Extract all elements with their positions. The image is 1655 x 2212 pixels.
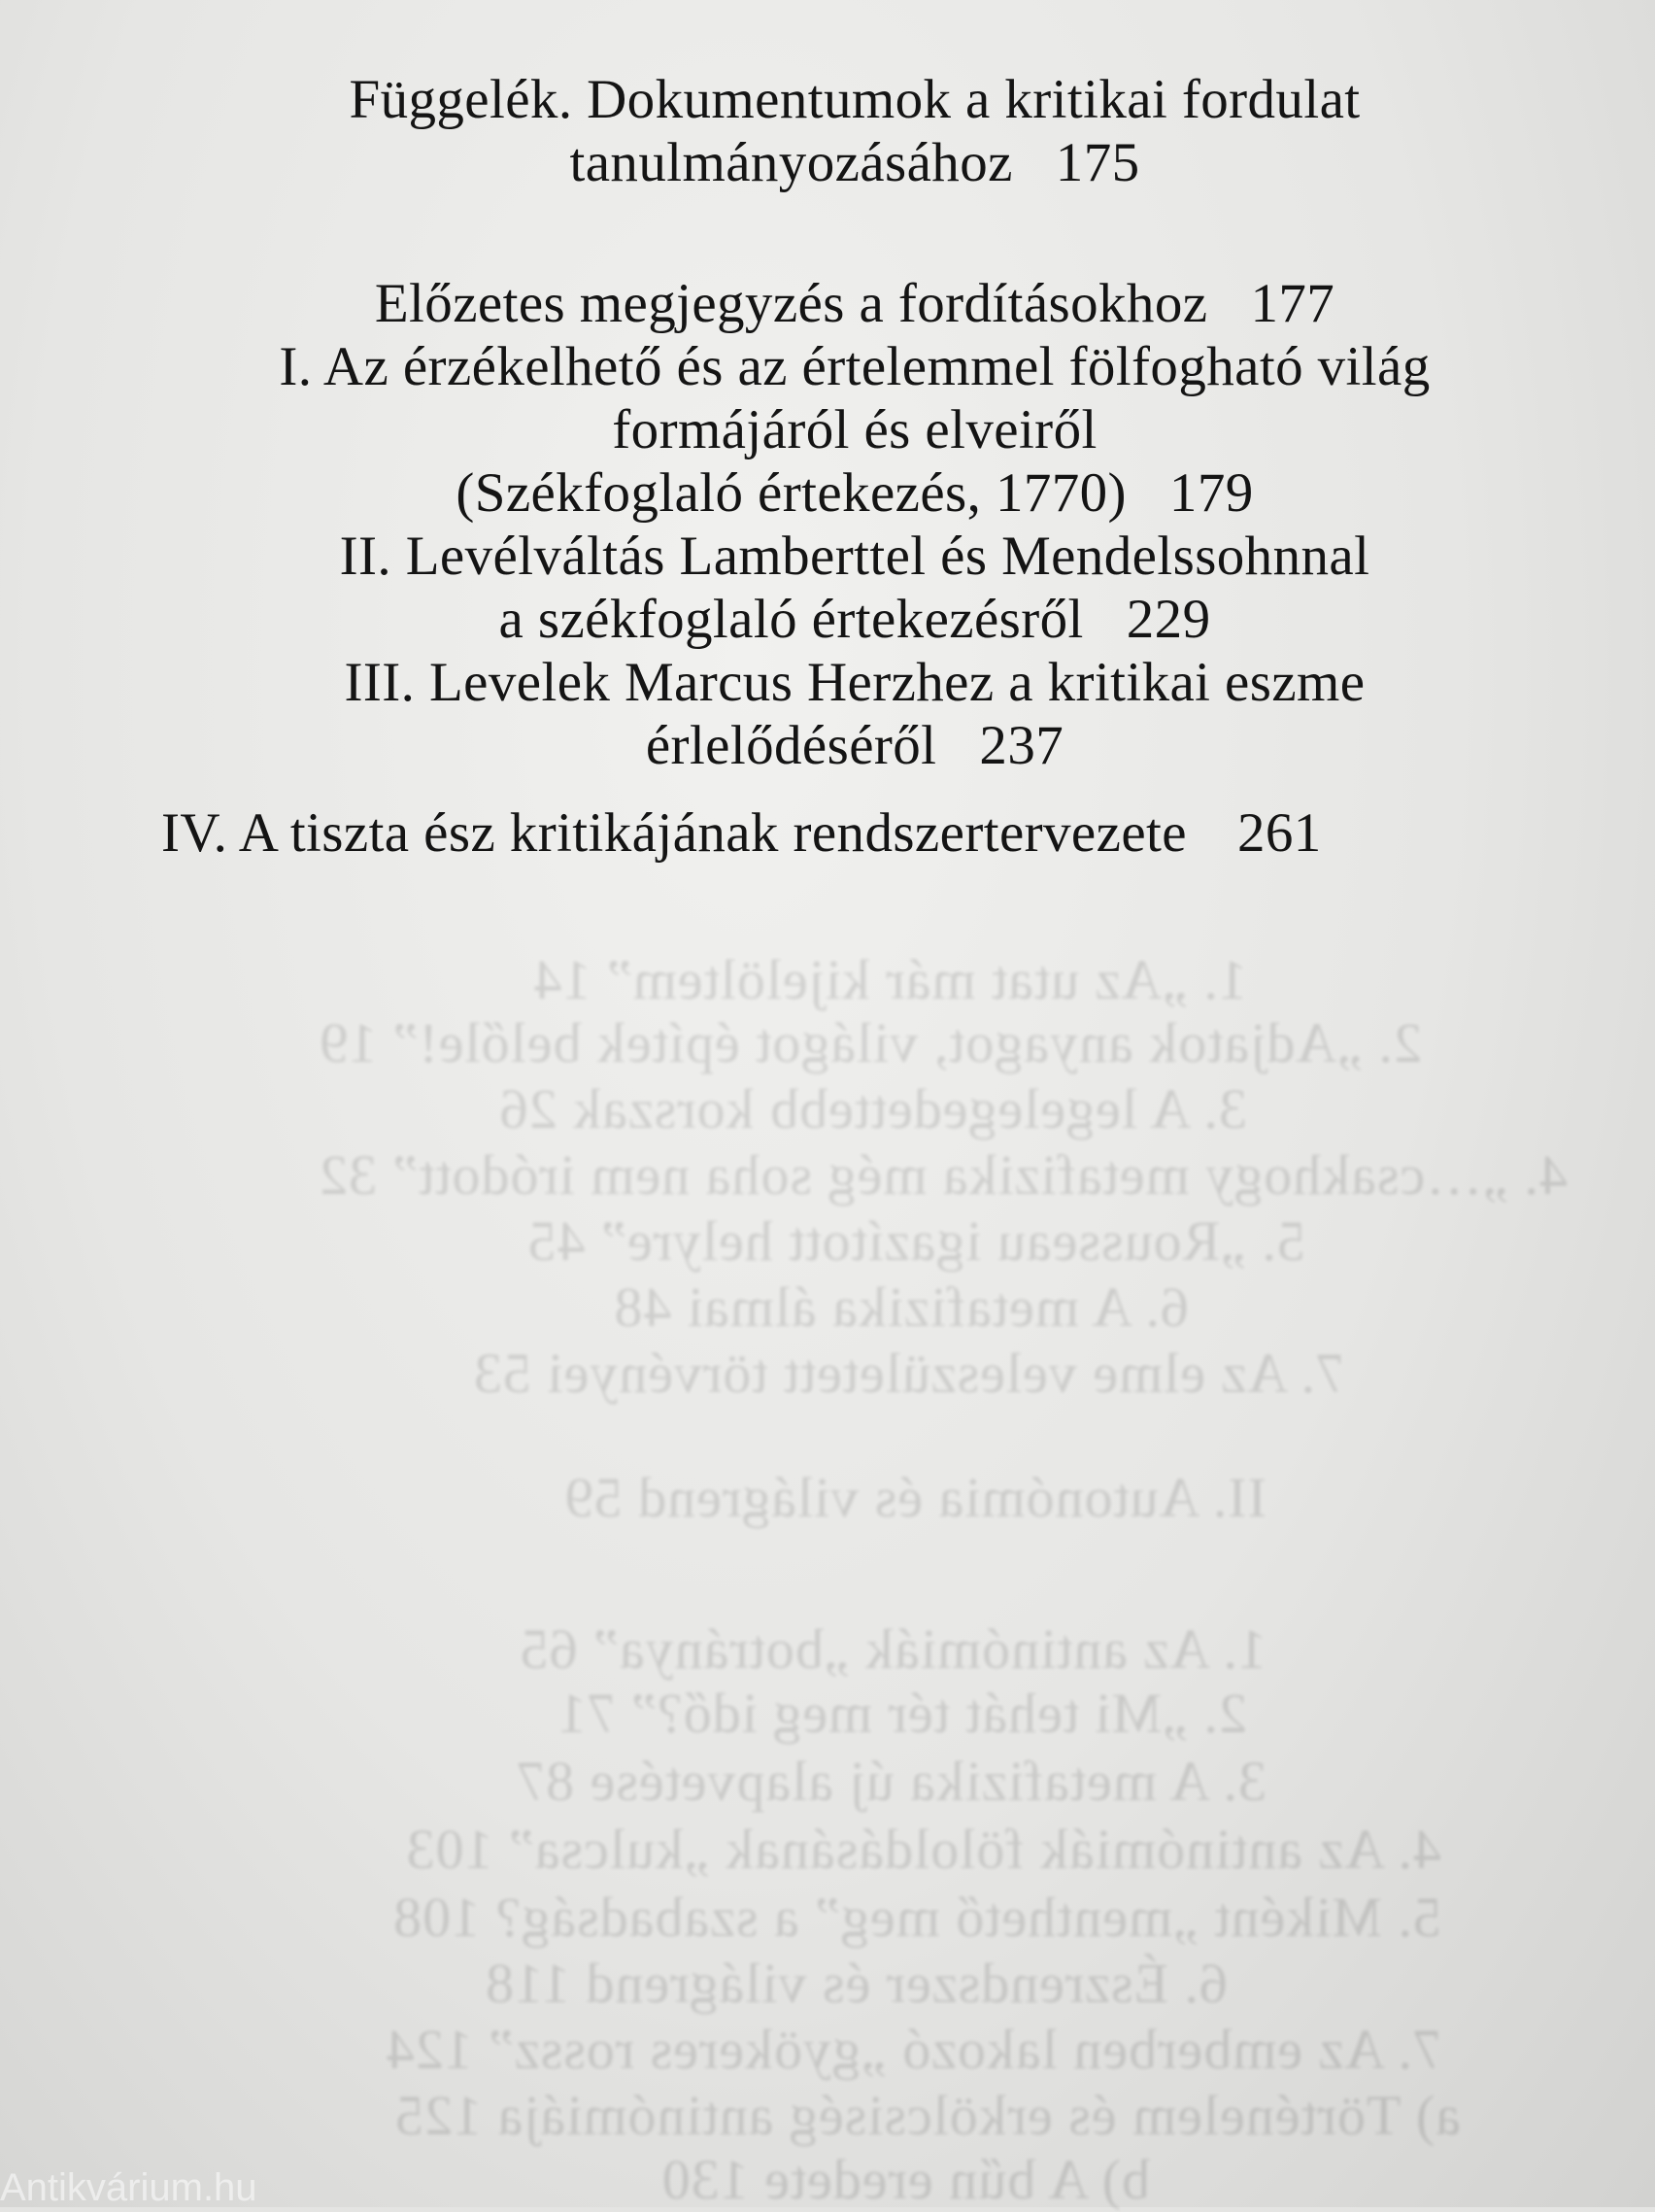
- appendix-title-line2-row: [146, 131, 1564, 194]
- show-through-line: b) A bűn eredete 130: [660, 2148, 1150, 2211]
- toc-entry-row: [146, 714, 1564, 777]
- appendix-title-line2: tanulmányozásához: [569, 132, 1013, 193]
- entry-text: (Székfoglaló értekezés, 1770): [456, 462, 1127, 524]
- toc-entry-4: [161, 801, 1322, 865]
- entry-text: IV. A tiszta ész kritikájának rendszertervezete: [161, 802, 1187, 864]
- entry-text: a székfoglaló értekezésről: [498, 589, 1084, 650]
- table-of-contents: [146, 68, 1564, 777]
- spacer: [146, 194, 1564, 272]
- show-through-line: 6. A metafizika álmai 48: [613, 1276, 1189, 1339]
- page-number: 237: [979, 715, 1064, 776]
- show-through-line: 7. Az elme veleszületett törvényei 53: [472, 1342, 1344, 1405]
- page-number: 261: [1236, 802, 1322, 864]
- toc-entry-row: [146, 461, 1564, 525]
- show-through-line: 6. Észrendszer és világrend 118: [485, 1952, 1228, 2015]
- show-through-line: 1. „Az utat már kijelöltem” 14: [532, 948, 1247, 1011]
- show-through-line: 1. Az antinómiák „botránya” 65: [519, 1617, 1267, 1681]
- show-through-line: 2. „Mi tehát tér meg idő?” 71: [557, 1682, 1247, 1745]
- toc-entry-2: [146, 525, 1564, 651]
- page-number: 229: [1126, 589, 1211, 650]
- page-number: 177: [1250, 273, 1335, 334]
- show-through-line: 4. „…csakhogy metafizika még soha nem iródott” 32: [319, 1143, 1568, 1207]
- entry-text: I. Az érzékelhető és az értelemmel fölfogható világ: [279, 336, 1431, 397]
- entry-text: III. Levelek Marcus Herzhez a kritikai eszme: [344, 652, 1366, 713]
- show-through-line: a) Történelem és erkölcsiség antinómiája 125: [394, 2084, 1461, 2147]
- toc-entry-row: [146, 588, 1564, 651]
- entry-text: Előzetes megjegyzés a fordításokhoz: [374, 273, 1208, 334]
- appendix-heading: [146, 68, 1564, 194]
- toc-entry-1: [146, 335, 1564, 525]
- show-through-line: 2. „Adjatok anyagot, világot építek belőle!” 19: [319, 1011, 1422, 1074]
- toc-entry-3: [146, 651, 1564, 777]
- page-number: 175: [1055, 132, 1140, 193]
- show-through-line: 3. A metafizika új alapvetése 87: [516, 1750, 1267, 1813]
- appendix-title-line1: Függelék. Dokumentumok a kritikai fordulat: [349, 69, 1361, 130]
- entry-text: II. Levélváltás Lamberttel és Mendelssohnnal: [339, 526, 1370, 587]
- page-number: 179: [1168, 462, 1254, 524]
- toc-entry-row: [146, 272, 1564, 335]
- show-through-line: 5. „Rousseau igazított helyre” 45: [526, 1209, 1305, 1273]
- watermark: Antikvárium.hu: [0, 2166, 257, 2209]
- entry-text: formájáról és elveiről: [612, 399, 1098, 460]
- show-through-line: II. Autonómia és világrend 59: [563, 1466, 1267, 1529]
- show-through-line: 4. Az antinómiák föloldásának „kulcsa” 103: [405, 1818, 1441, 1881]
- toc-entry-preface: [146, 272, 1564, 335]
- show-through-line: 7. Az emberben lakozó „gyökeres rossz” 124: [385, 2018, 1441, 2081]
- show-through-line: 3. A legelegedettebb korszak 26: [498, 1077, 1247, 1140]
- entry-text: érlelődéséről: [645, 715, 937, 776]
- show-through-line: 5. Miként „menthető meg” a szabadság? 108: [392, 1886, 1441, 1949]
